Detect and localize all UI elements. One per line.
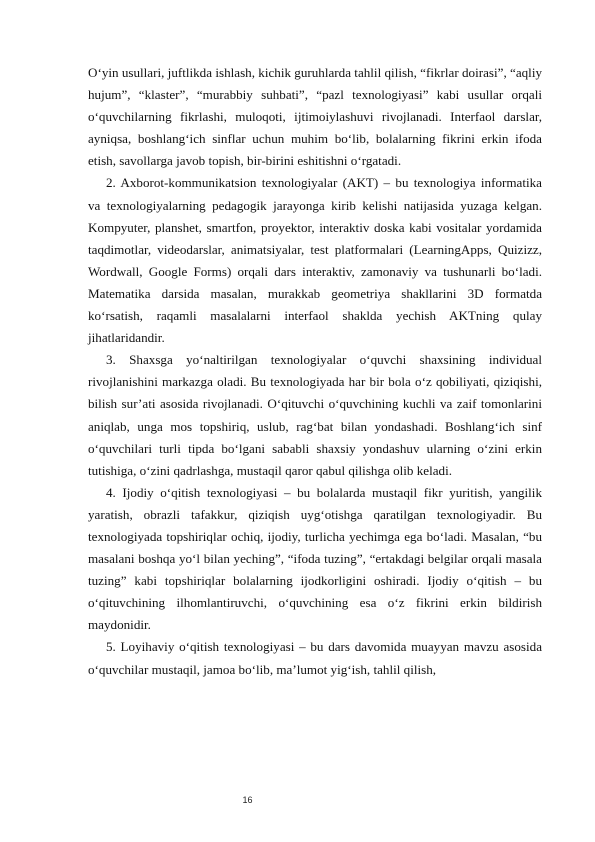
paragraph-project-teaching: 5. Loyihaviy o‘qitish texnologiyasi – bu dars davomida muayyan mavzu asosida o‘quvchilar mustaqil, jamoa bo‘lib, ma’lumot yig‘ish, tahlil qilish, [88,639,542,677]
paragraph-personal-technologies: 3. Shaxsga yo‘naltirilgan texnologiyalar o‘quvchi shaxsining individual rivojlanishini markazga oladi. Bu texnologiyada har bir bola o‘z qobiliyati, qiziqishi, bilish sur’ati asosida rivojlanadi. O‘qituvchi o‘quvchining kuchli va zaif tomonlarini aniqlab, unga mos topshiriq, uslub, rag‘bat bilan yondashadi. Boshlang‘ich sinf o‘quvchilari turli tipda bo‘lgani sababli shaxsiy yondashuv ularning o‘zini erkin tutishiga, o‘zini qadrlashga, mustaqil qaror qabul qilishga olib keladi. [88,352,542,478]
paragraph-creative-teaching: 4. Ijodiy o‘qitish texnologiyasi – bu bolalarda mustaqil fikr yuritish, yangilik yaratish, obrazli tafakkur, qiziqish uyg‘otishga qaratilgan texnologiyadir. Bu texnologiyada topshiriqlar ochiq, ijodiy, turlicha yechimga ega bo‘ladi. Masalan, “bu masalani boshqa yo‘l bilan yeching”, “ifoda tuzing”, “ertakdagi belgilar orqali masala tuzing” kabi topshiriqlar bolalarning ijodkorligini oshiradi. Ijodiy o‘qitish – bu o‘qituvchining ilhomlantiruvchi, o‘quvchining esa o‘z fikrini erkin bildirish maydonidir. [88,484,542,633]
document-body [88,62,542,681]
paragraph-akt: 2. Axborot-kommunikatsion texnologiyalar (AKT) – bu texnologiya informatika va texnologiyalarning pedagogik jarayonga kirib kelishi natijasida yuzaga kelgan. Kompyuter, planshet, smartfon, proyektor, interaktiv doska kabi vositalar yordamida taqdimotlar, videodarslar, animatsiyalar, test platformalari (LearningApps, Quizizz, Wordwall, Google Forms) orqali dars interaktiv, zamonaviy va tushunarli bo‘ladi. Matematika darsida masalan, murakkab geometriya shakllarini 3D formatda ko‘rsatish, raqamli masalalarni interfaol shaklda yechish AKTning qulay jihatlaridandir. [88,175,542,346]
paragraph-continuation: O‘yin usullari, juftlikda ishlash, kichik guruhlarda tahlil qilish, “fikrlar doirasi”, “aqliy hujum”, “klaster”, “murabbiy suhbati”, “pazl texnologiyasi” kabi usullar orqali o‘quvchilarning fikrlashi, muloqoti, ijtimoiylashuvi rivojlanadi. Interfaol darslar, ayniqsa, boshlang‘ich sinflar uchun muhim bo‘lib, bolalarning fikrini erkin ifoda etish, savollarga javob topish, bir-birini eshitishni o‘rgatadi. [88,65,542,169]
page-number: 16 [242,795,253,805]
